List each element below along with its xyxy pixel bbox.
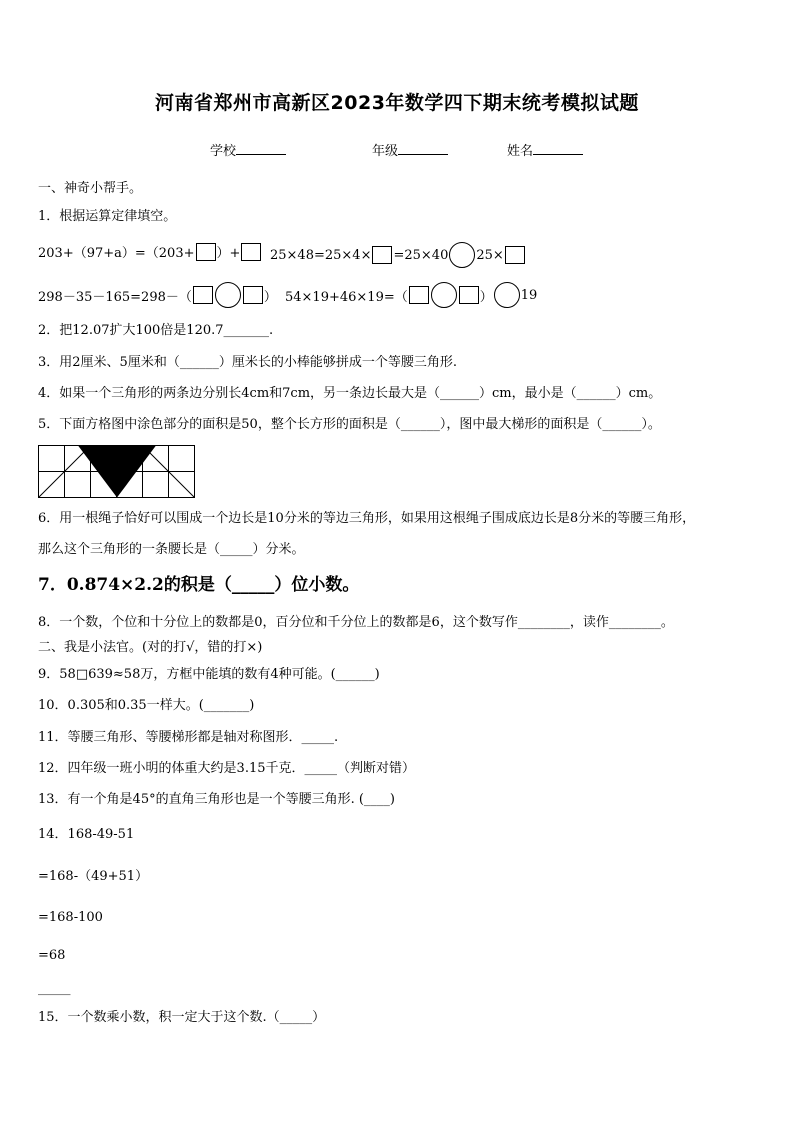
question-8: 8．一个数，个位和十分位上的数都是0，百分位和千分位上的数都是6，这个数写作________，读作________。 [38, 615, 674, 630]
q1-expr-d [285, 282, 537, 308]
question-10: 10．0.305和0.35一样大。(_______) [38, 698, 255, 713]
name-label: 姓名 [507, 144, 534, 159]
name-field[interactable] [507, 140, 583, 159]
question-11: 11．等腰三角形、等腰梯形都是轴对称图形．_____. [38, 730, 339, 745]
grid-figure [38, 445, 196, 499]
section-1-heading: 一、神奇小帮手。 [38, 181, 143, 196]
question-14-answer-blank[interactable]: _____ [38, 981, 71, 996]
page-title: 河南省郑州市高新区2023年数学四下期末统考模拟试题 [155, 92, 639, 114]
grade-field[interactable] [372, 140, 448, 159]
question-12: 12．四年级一班小明的体重大约是3.15千克．_____（判断对错） [38, 761, 415, 776]
q1-expr-c [38, 282, 277, 308]
answer-box[interactable] [193, 286, 213, 304]
question-14-line-3: =168-100 [38, 910, 103, 925]
question-13: 13．有一个角是45°的直角三角形也是一个等腰三角形. (____) [38, 792, 395, 807]
q1-a-prefix: 203+（97+a）=（203+ [38, 246, 195, 261]
question-3: 3．用2厘米、5厘米和（______）厘米长的小棒能够拼成一个等腰三角形. [38, 355, 457, 370]
question-9: 9．58□639≈58万，方框中能填的数有4种可能。(______) [38, 667, 380, 682]
question-15: 15．一个数乘小数，积一定大于这个数.（_____） [38, 1010, 326, 1025]
grade-label: 年级 [372, 144, 399, 159]
question-1: 1．根据运算定律填空。 [38, 209, 177, 224]
q1-b-mid2: 25× [476, 247, 504, 263]
q1-d-suffix: 19 [520, 287, 538, 303]
q1-b-prefix: 25×48=25×4× [270, 247, 372, 263]
school-field[interactable] [210, 140, 286, 159]
question-6-line-1: 6．用一根绳子恰好可以围成一个边长是10分米的等边三角形，如果用这根绳子围成底边长是8分米的等腰三角形， [38, 511, 696, 526]
answer-circle[interactable] [215, 282, 241, 308]
answer-box[interactable] [196, 243, 216, 261]
answer-box[interactable] [505, 246, 525, 264]
question-14-line-1: 14．168-49-51 [38, 827, 135, 842]
question-7: 7．0.874×2.2的积是（_____）位小数。 [38, 575, 360, 595]
grade-blank[interactable] [398, 142, 448, 155]
question-4: 4．如果一个三角形的两条边分别长4cm和7cm，另一条边长最大是（______）cm，最小是（______）cm。 [38, 386, 662, 401]
q1-expr-b [270, 242, 526, 268]
q1-c-prefix: 298－35－165=298－（ [38, 289, 192, 305]
answer-circle[interactable] [431, 282, 457, 308]
school-blank[interactable] [236, 142, 286, 155]
q1-c-suffix: ） [263, 289, 277, 305]
answer-box[interactable] [409, 286, 429, 304]
answer-box[interactable] [241, 243, 261, 261]
q1-d-mid: ） [479, 289, 493, 305]
question-6-line-2: 那么这个三角形的一条腰长是（_____）分米。 [38, 542, 305, 557]
question-14-line-4: =68 [38, 948, 66, 963]
answer-circle[interactable] [449, 242, 475, 268]
section-2-heading: 二、我是小法官。(对的打√，错的打×) [38, 640, 263, 655]
school-label: 学校 [210, 144, 237, 159]
q1-expr-a [38, 242, 262, 261]
name-blank[interactable] [533, 142, 583, 155]
answer-circle[interactable] [494, 282, 520, 308]
q1-d-prefix: 54×19+46×19=（ [285, 289, 408, 305]
question-2: 2．把12.07扩大100倍是120.7_______. [38, 323, 274, 338]
question-14-line-2: =168-（49+51） [38, 869, 149, 884]
answer-box[interactable] [459, 286, 479, 304]
q1-b-mid: =25×40 [393, 247, 449, 263]
answer-box[interactable] [243, 286, 263, 304]
question-5: 5．下面方格图中涂色部分的面积是50，整个长方形的面积是（______），图中最大梯形的面积是（______）。 [38, 417, 661, 432]
answer-box[interactable] [372, 246, 392, 264]
q1-a-mid: ）+ [216, 246, 241, 261]
